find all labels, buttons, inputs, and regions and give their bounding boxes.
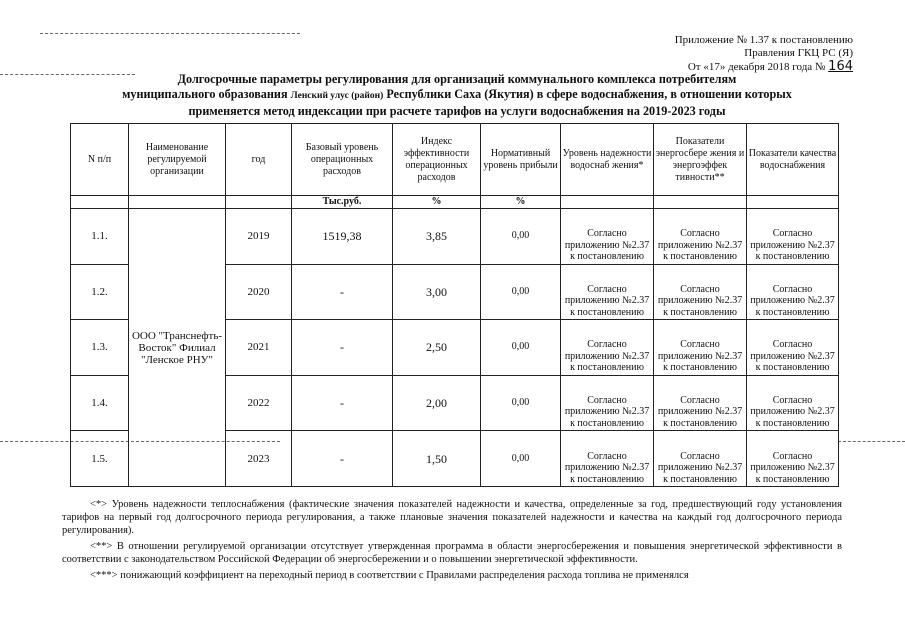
title-line-3: применяется метод индексации при расчете тарифов на услуги водоснабжения на 2019-2023 годы xyxy=(188,104,726,118)
unit-empty xyxy=(71,196,129,209)
header-base: Базовый уровень операционных расходов xyxy=(292,124,393,196)
title-municipality-label: муниципального образования xyxy=(122,87,288,101)
row-year: 2019 xyxy=(226,209,292,265)
parameters-table xyxy=(70,123,839,487)
header-year: год xyxy=(226,124,292,196)
row-reliability: Согласно приложению №2.37 к постановлению xyxy=(561,264,654,320)
header-energy: Показатели энергосбере жения и энергоэффек тивности** xyxy=(654,124,747,196)
unit-empty xyxy=(129,196,226,209)
unit-empty xyxy=(561,196,654,209)
row-base: - xyxy=(292,320,393,376)
authority-line: Правления ГКЦ РС (Я) xyxy=(744,47,853,59)
row-base: - xyxy=(292,264,393,320)
row-base: - xyxy=(292,375,393,431)
row-reliability: Согласно приложению №2.37 к постановлению xyxy=(561,320,654,376)
document-title xyxy=(62,72,852,119)
header-num: N п/п xyxy=(71,124,129,196)
row-quality: Согласно приложению №2.37 к постановлению xyxy=(747,209,839,265)
row-quality: Согласно приложению №2.37 к постановлению xyxy=(747,375,839,431)
row-base: - xyxy=(292,431,393,487)
title-region: Республики Саха (Якутия) в сфере водоснабжения, в отношении которых xyxy=(386,87,792,101)
table-header-row xyxy=(71,124,839,196)
unit-profit: % xyxy=(481,196,561,209)
row-profit: 0,00 xyxy=(481,209,561,265)
row-num: 1.3. xyxy=(71,320,129,376)
row-energy: Согласно приложению №2.37 к постановлению xyxy=(654,209,747,265)
row-profit: 0,00 xyxy=(481,320,561,376)
row-index: 2,00 xyxy=(393,375,481,431)
scan-artifact-line xyxy=(838,441,905,442)
row-profit: 0,00 xyxy=(481,431,561,487)
row-index: 2,50 xyxy=(393,320,481,376)
row-year: 2020 xyxy=(226,264,292,320)
appendix-header xyxy=(675,34,853,74)
row-index: 3,85 xyxy=(393,209,481,265)
table-unit-row xyxy=(71,196,839,209)
row-num: 1.4. xyxy=(71,375,129,431)
row-year: 2022 xyxy=(226,375,292,431)
title-line-1: Долгосрочные параметры регулирования для организаций коммунального комплекса потребителям xyxy=(177,72,737,86)
row-quality: Согласно приложению №2.37 к постановлению xyxy=(747,264,839,320)
unit-base: Тыс.руб. xyxy=(292,196,393,209)
scan-artifact-line xyxy=(40,33,300,34)
row-index: 3,00 xyxy=(393,264,481,320)
unit-empty xyxy=(226,196,292,209)
date-text: От «17» декабря 2018 года № xyxy=(687,61,826,73)
header-profit: Нормативный уровень прибыли xyxy=(481,124,561,196)
row-energy: Согласно приложению №2.37 к постановлению xyxy=(654,431,747,487)
row-num: 1.1. xyxy=(71,209,129,265)
row-profit: 0,00 xyxy=(481,264,561,320)
unit-index: % xyxy=(393,196,481,209)
header-reliability: Уровень надежности водоснаб жения* xyxy=(561,124,654,196)
footnote-3: <***> понижающий коэффициент на переходный период в соответствии с Правилами распределения расхода топлива не применялся xyxy=(90,570,689,581)
title-line-2 xyxy=(62,87,852,104)
row-num: 1.2. xyxy=(71,264,129,320)
row-year: 2023 xyxy=(226,431,292,487)
row-num: 1.5. xyxy=(71,431,129,487)
unit-empty xyxy=(654,196,747,209)
row-reliability: Согласно приложению №2.37 к постановлению xyxy=(561,375,654,431)
row-energy: Согласно приложению №2.37 к постановлению xyxy=(654,375,747,431)
unit-empty xyxy=(747,196,839,209)
footnote-2: <**> В отношении регулируемой организации отсутствует утвержденная программа в области энергосбережения и повышения энергетической эффективности в соответствии с законодательством Российской Федерации об энергосбережении и о повышении энергетической эффективности. xyxy=(62,541,842,565)
header-index: Индекс эффективности операционных расходов xyxy=(393,124,481,196)
row-quality: Согласно приложению №2.37 к постановлению xyxy=(747,431,839,487)
footnotes xyxy=(62,498,842,585)
handwritten-number: 164 xyxy=(828,59,853,74)
appendix-line: Приложение № 1.37 к постановлению xyxy=(674,34,853,46)
title-district: Ленский улус (район) xyxy=(290,91,384,101)
row-energy: Согласно приложению №2.37 к постановлению xyxy=(654,320,747,376)
table-row xyxy=(71,209,839,265)
row-base: 1519,38 xyxy=(292,209,393,265)
row-energy: Согласно приложению №2.37 к постановлению xyxy=(654,264,747,320)
row-index: 1,50 xyxy=(393,431,481,487)
row-quality: Согласно приложению №2.37 к постановлению xyxy=(747,320,839,376)
organization-name: ООО "Транснефть-Восток" Филиал "Ленское РНУ" xyxy=(129,209,226,487)
header-quality: Показатели качества водоснабжения xyxy=(747,124,839,196)
row-reliability: Согласно приложению №2.37 к постановлению xyxy=(561,209,654,265)
row-profit: 0,00 xyxy=(481,375,561,431)
header-org: Наименование регулируемой организации xyxy=(129,124,226,196)
row-year: 2021 xyxy=(226,320,292,376)
row-reliability: Согласно приложению №2.37 к постановлению xyxy=(561,431,654,487)
footnote-1: <*> Уровень надежности теплоснабжения (фактические значения показателей надежности и качества, определенные за год, предшествующий году установления тарифов на первый год долгосрочного периода регулирования, а также плановые значения показателей надежности и качества на каждый год долгосрочного периода регулирования). xyxy=(62,499,842,536)
